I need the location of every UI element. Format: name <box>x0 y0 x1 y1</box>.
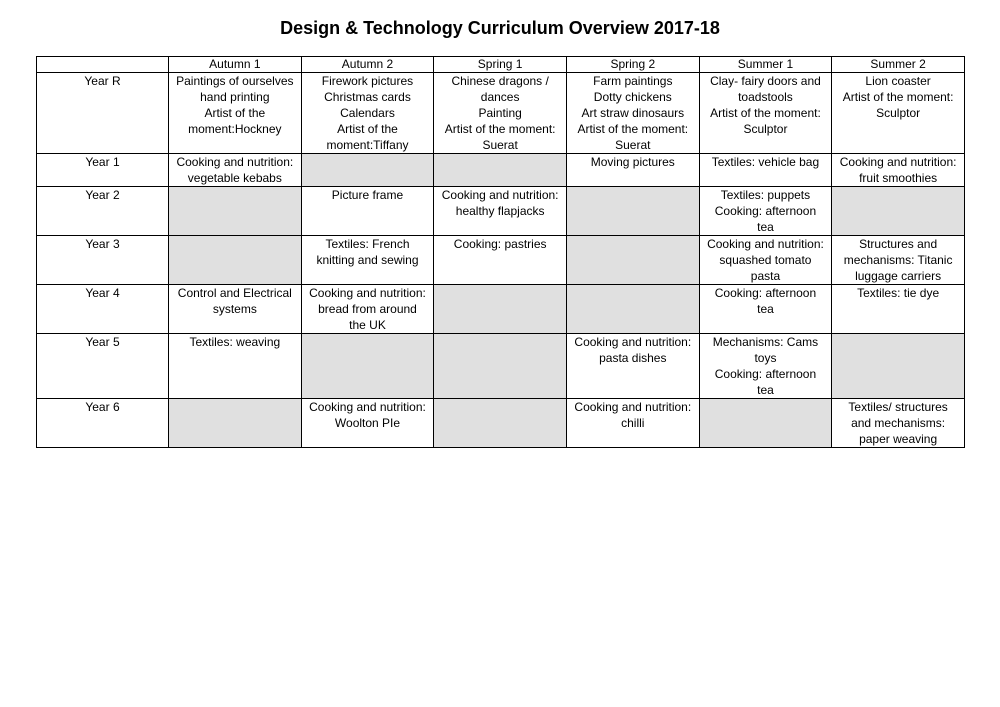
table-row-year-3 <box>37 236 965 285</box>
row-header: Year 4 <box>37 285 169 334</box>
table-cell: Lion coaster Artist of the moment: Sculptor <box>832 73 965 154</box>
empty-cell <box>169 187 302 236</box>
column-header-spring-2: Spring 2 <box>566 57 699 73</box>
table-cell: Cooking and nutrition: squashed tomato pasta <box>699 236 832 285</box>
empty-cell <box>169 399 302 448</box>
table-cell: Clay- fairy doors and toadstools Artist of the moment: Sculptor <box>699 73 832 154</box>
column-header-autumn-1: Autumn 1 <box>169 57 302 73</box>
table-cell: Cooking: afternoon tea <box>699 285 832 334</box>
table-cell: Cooking: pastries <box>434 236 567 285</box>
row-header: Year 6 <box>37 399 169 448</box>
empty-cell <box>832 187 965 236</box>
row-header: Year 5 <box>37 334 169 399</box>
table-cell: Moving pictures <box>566 154 699 187</box>
table-header-row <box>37 57 965 73</box>
row-header: Year R <box>37 73 169 154</box>
table-cell: Mechanisms: Cams toys Cooking: afternoon tea <box>699 334 832 399</box>
empty-cell <box>434 285 567 334</box>
table-row-year-1 <box>37 154 965 187</box>
table-cell: Farm paintings Dotty chickens Art straw dinosaurs Artist of the moment: Suerat <box>566 73 699 154</box>
table-cell: Cooking and nutrition: chilli <box>566 399 699 448</box>
row-header: Year 2 <box>37 187 169 236</box>
empty-cell <box>301 334 434 399</box>
page-title: Design & Technology Curriculum Overview 2017-18 <box>280 18 720 38</box>
column-header-corner <box>37 57 169 73</box>
table-cell: Cooking and nutrition: healthy flapjacks <box>434 187 567 236</box>
table-cell: Cooking and nutrition: Woolton PIe <box>301 399 434 448</box>
table-cell: Structures and mechanisms: Titanic luggage carriers <box>832 236 965 285</box>
empty-cell <box>169 236 302 285</box>
table-cell: Firework pictures Christmas cards Calendars Artist of the moment:Tiffany <box>301 73 434 154</box>
table-cell: Textiles: vehicle bag <box>699 154 832 187</box>
empty-cell <box>566 236 699 285</box>
column-header-spring-1: Spring 1 <box>434 57 567 73</box>
column-header-summer-1: Summer 1 <box>699 57 832 73</box>
row-header: Year 3 <box>37 236 169 285</box>
table-cell: Control and Electrical systems <box>169 285 302 334</box>
table-cell: Cooking and nutrition: vegetable kebabs <box>169 154 302 187</box>
empty-cell <box>434 154 567 187</box>
row-header: Year 1 <box>37 154 169 187</box>
empty-cell <box>699 399 832 448</box>
table-cell: Textiles: puppets Cooking: afternoon tea <box>699 187 832 236</box>
table-cell: Paintings of ourselves hand printing Artist of the moment:Hockney <box>169 73 302 154</box>
table-cell: Textiles/ structures and mechanisms: paper weaving <box>832 399 965 448</box>
table-cell: Cooking and nutrition: pasta dishes <box>566 334 699 399</box>
table-cell: Cooking and nutrition: fruit smoothies <box>832 154 965 187</box>
table-row-year-5 <box>37 334 965 399</box>
table-row-year-2 <box>37 187 965 236</box>
empty-cell <box>566 187 699 236</box>
empty-cell <box>301 154 434 187</box>
empty-cell <box>566 285 699 334</box>
empty-cell <box>434 399 567 448</box>
table-cell: Cooking and nutrition: bread from around the UK <box>301 285 434 334</box>
empty-cell <box>434 334 567 399</box>
table-row-year-r <box>37 73 965 154</box>
table-cell: Textiles: weaving <box>169 334 302 399</box>
table-row-year-4 <box>37 285 965 334</box>
curriculum-table <box>36 56 965 448</box>
table-cell: Textiles: French knitting and sewing <box>301 236 434 285</box>
table-cell: Picture frame <box>301 187 434 236</box>
empty-cell <box>832 334 965 399</box>
column-header-summer-2: Summer 2 <box>832 57 965 73</box>
table-row-year-6 <box>37 399 965 448</box>
table-cell: Textiles: tie dye <box>832 285 965 334</box>
table-cell: Chinese dragons / dances Painting Artist of the moment: Suerat <box>434 73 567 154</box>
column-header-autumn-2: Autumn 2 <box>301 57 434 73</box>
